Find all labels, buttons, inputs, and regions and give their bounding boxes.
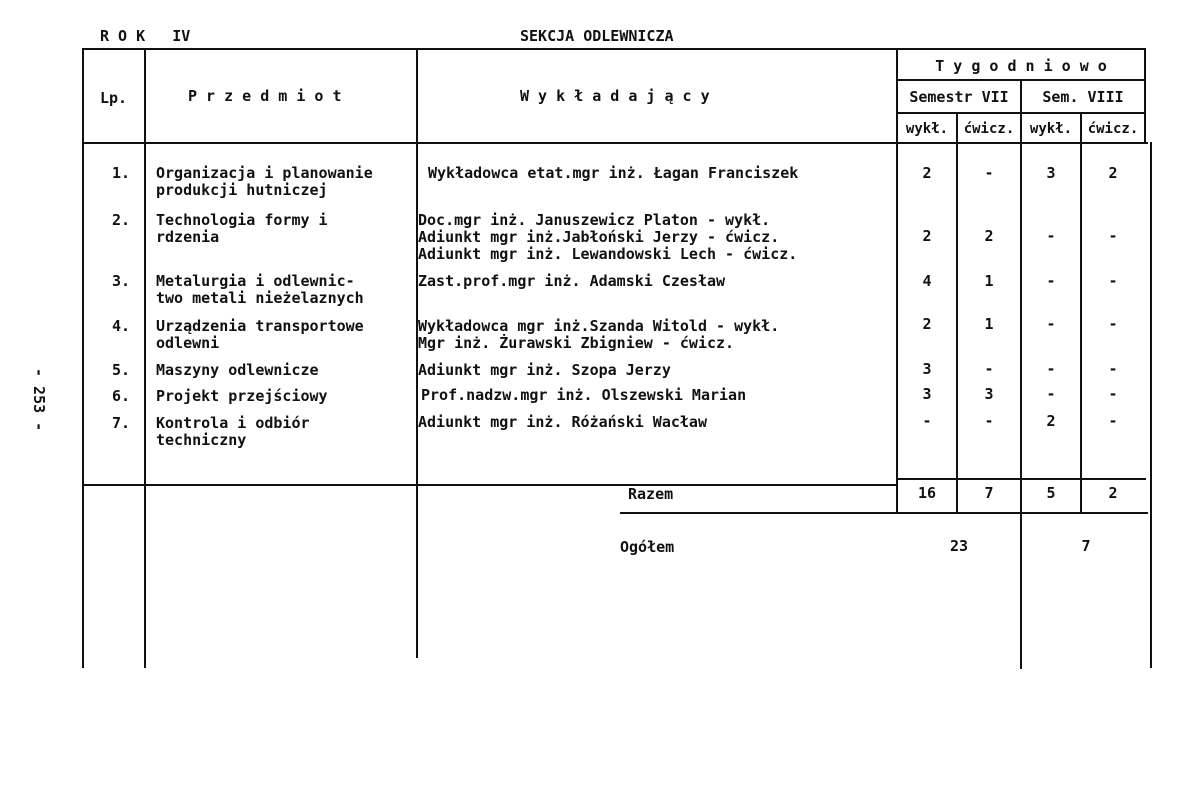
row-subject: odlewni [156, 334, 220, 352]
row-s7-lecture: 2 [922, 227, 932, 245]
row-s8-exercise: - [1108, 227, 1118, 245]
row-s8-lecture: - [1046, 360, 1056, 378]
lp-header: Lp. [100, 89, 128, 107]
row-subject: two metali nieżelaznych [156, 289, 364, 307]
section-title: SEKCJA ODLEWNICZA [520, 27, 674, 45]
row-subject: techniczny [156, 431, 247, 449]
ogolem-s7: 23 [949, 537, 969, 555]
row-lp: 4. [112, 317, 131, 335]
razem-s7-exercise: 7 [984, 484, 994, 502]
sem7-lecture-header: wykł. [905, 121, 949, 137]
row-lp: 6. [112, 387, 131, 405]
row-subject: Urządzenia transportowe [156, 317, 364, 335]
ogolem-s8: 7 [1081, 537, 1091, 555]
row-s7-exercise: 3 [984, 385, 994, 403]
row-s8-exercise: - [1108, 272, 1118, 290]
row-lecturer: Zast.prof.mgr inż. Adamski Czesław [418, 272, 726, 290]
row-subject: Technologia formy i [156, 211, 328, 229]
row-lp: 5. [112, 361, 131, 379]
row-lp: 3. [112, 272, 131, 290]
row-lp: 2. [112, 211, 131, 229]
row-s7-exercise: - [984, 412, 994, 430]
sem7-exercise-header: ćwicz. [963, 121, 1015, 137]
row-lecturer: Wykładowca mgr inż.Szanda Witold - wykł. [418, 317, 780, 335]
year-label: R O K IV [100, 27, 191, 45]
page-number: - 253 - [30, 368, 48, 432]
row-lecturer: Mgr inż. Żurawski Zbigniew - ćwicz. [418, 334, 735, 352]
row-lecturer: Adiunkt mgr inż.Jabłoński Jerzy - ćwicz. [418, 228, 780, 246]
sem8-lecture-header: wykł. [1029, 121, 1073, 137]
row-subject: Metalurgia i odlewnic- [156, 272, 355, 290]
row-subject: Projekt przejściowy [156, 387, 328, 405]
row-s8-exercise: - [1108, 360, 1118, 378]
razem-s8-exercise: 2 [1108, 484, 1118, 502]
row-s8-lecture: - [1046, 385, 1056, 403]
row-s7-exercise: 2 [984, 227, 994, 245]
row-lecturer: Adiunkt mgr inż. Szopa Jerzy [418, 361, 671, 379]
row-lecturer: Wykładowca etat.mgr inż. Łagan Franciszek [428, 164, 799, 182]
row-s7-lecture: 2 [922, 315, 932, 333]
row-s8-lecture: - [1046, 315, 1056, 333]
razem-s8-lecture: 5 [1046, 484, 1056, 502]
row-s8-exercise: - [1108, 315, 1118, 333]
sem7-header: Semestr VII [909, 88, 1009, 106]
row-lp: 1. [112, 164, 131, 182]
row-s8-lecture: - [1046, 227, 1056, 245]
row-lecturer: Doc.mgr inż. Januszewicz Platon - wykł. [418, 211, 771, 229]
ogolem-label: Ogółem [620, 538, 675, 556]
row-lecturer: Adiunkt mgr inż. Różański Wacław [418, 413, 707, 431]
row-s7-lecture: 2 [922, 164, 932, 182]
row-subject: rdzenia [156, 228, 220, 246]
row-lp: 7. [112, 414, 131, 432]
row-s7-exercise: 1 [984, 272, 994, 290]
sem8-header: Sem. VIII [1042, 88, 1124, 106]
row-s8-lecture: 2 [1046, 412, 1056, 430]
row-s7-exercise: - [984, 360, 994, 378]
row-s8-exercise: - [1108, 412, 1118, 430]
row-subject: Organizacja i planowanie [156, 164, 373, 182]
weekly-header: T y g o d n i o w o [935, 57, 1107, 75]
row-subject: Kontrola i odbiór [156, 414, 310, 432]
row-subject: Maszyny odlewnicze [156, 361, 319, 379]
row-s7-exercise: - [984, 164, 994, 182]
row-s7-lecture: 3 [922, 385, 932, 403]
razem-label: Razem [628, 485, 674, 503]
razem-s7-lecture: 16 [917, 484, 937, 502]
row-s7-lecture: 4 [922, 272, 932, 290]
row-s7-lecture: 3 [922, 360, 932, 378]
row-s8-lecture: - [1046, 272, 1056, 290]
row-s7-exercise: 1 [984, 315, 994, 333]
row-s7-lecture: - [922, 412, 932, 430]
row-lecturer: Adiunkt mgr inż. Lewandowski Lech - ćwicz. [418, 245, 798, 263]
row-lecturer: Prof.nadzw.mgr inż. Olszewski Marian [421, 386, 747, 404]
subject-header: P r z e d m i o t [188, 87, 342, 105]
row-s8-exercise: 2 [1108, 164, 1118, 182]
sem8-exercise-header: ćwicz. [1087, 121, 1139, 137]
row-s8-lecture: 3 [1046, 164, 1056, 182]
row-subject: produkcji hutniczej [156, 181, 328, 199]
lecturer-header: W y k ł a d a j ą c y [520, 87, 710, 105]
row-s8-exercise: - [1108, 385, 1118, 403]
